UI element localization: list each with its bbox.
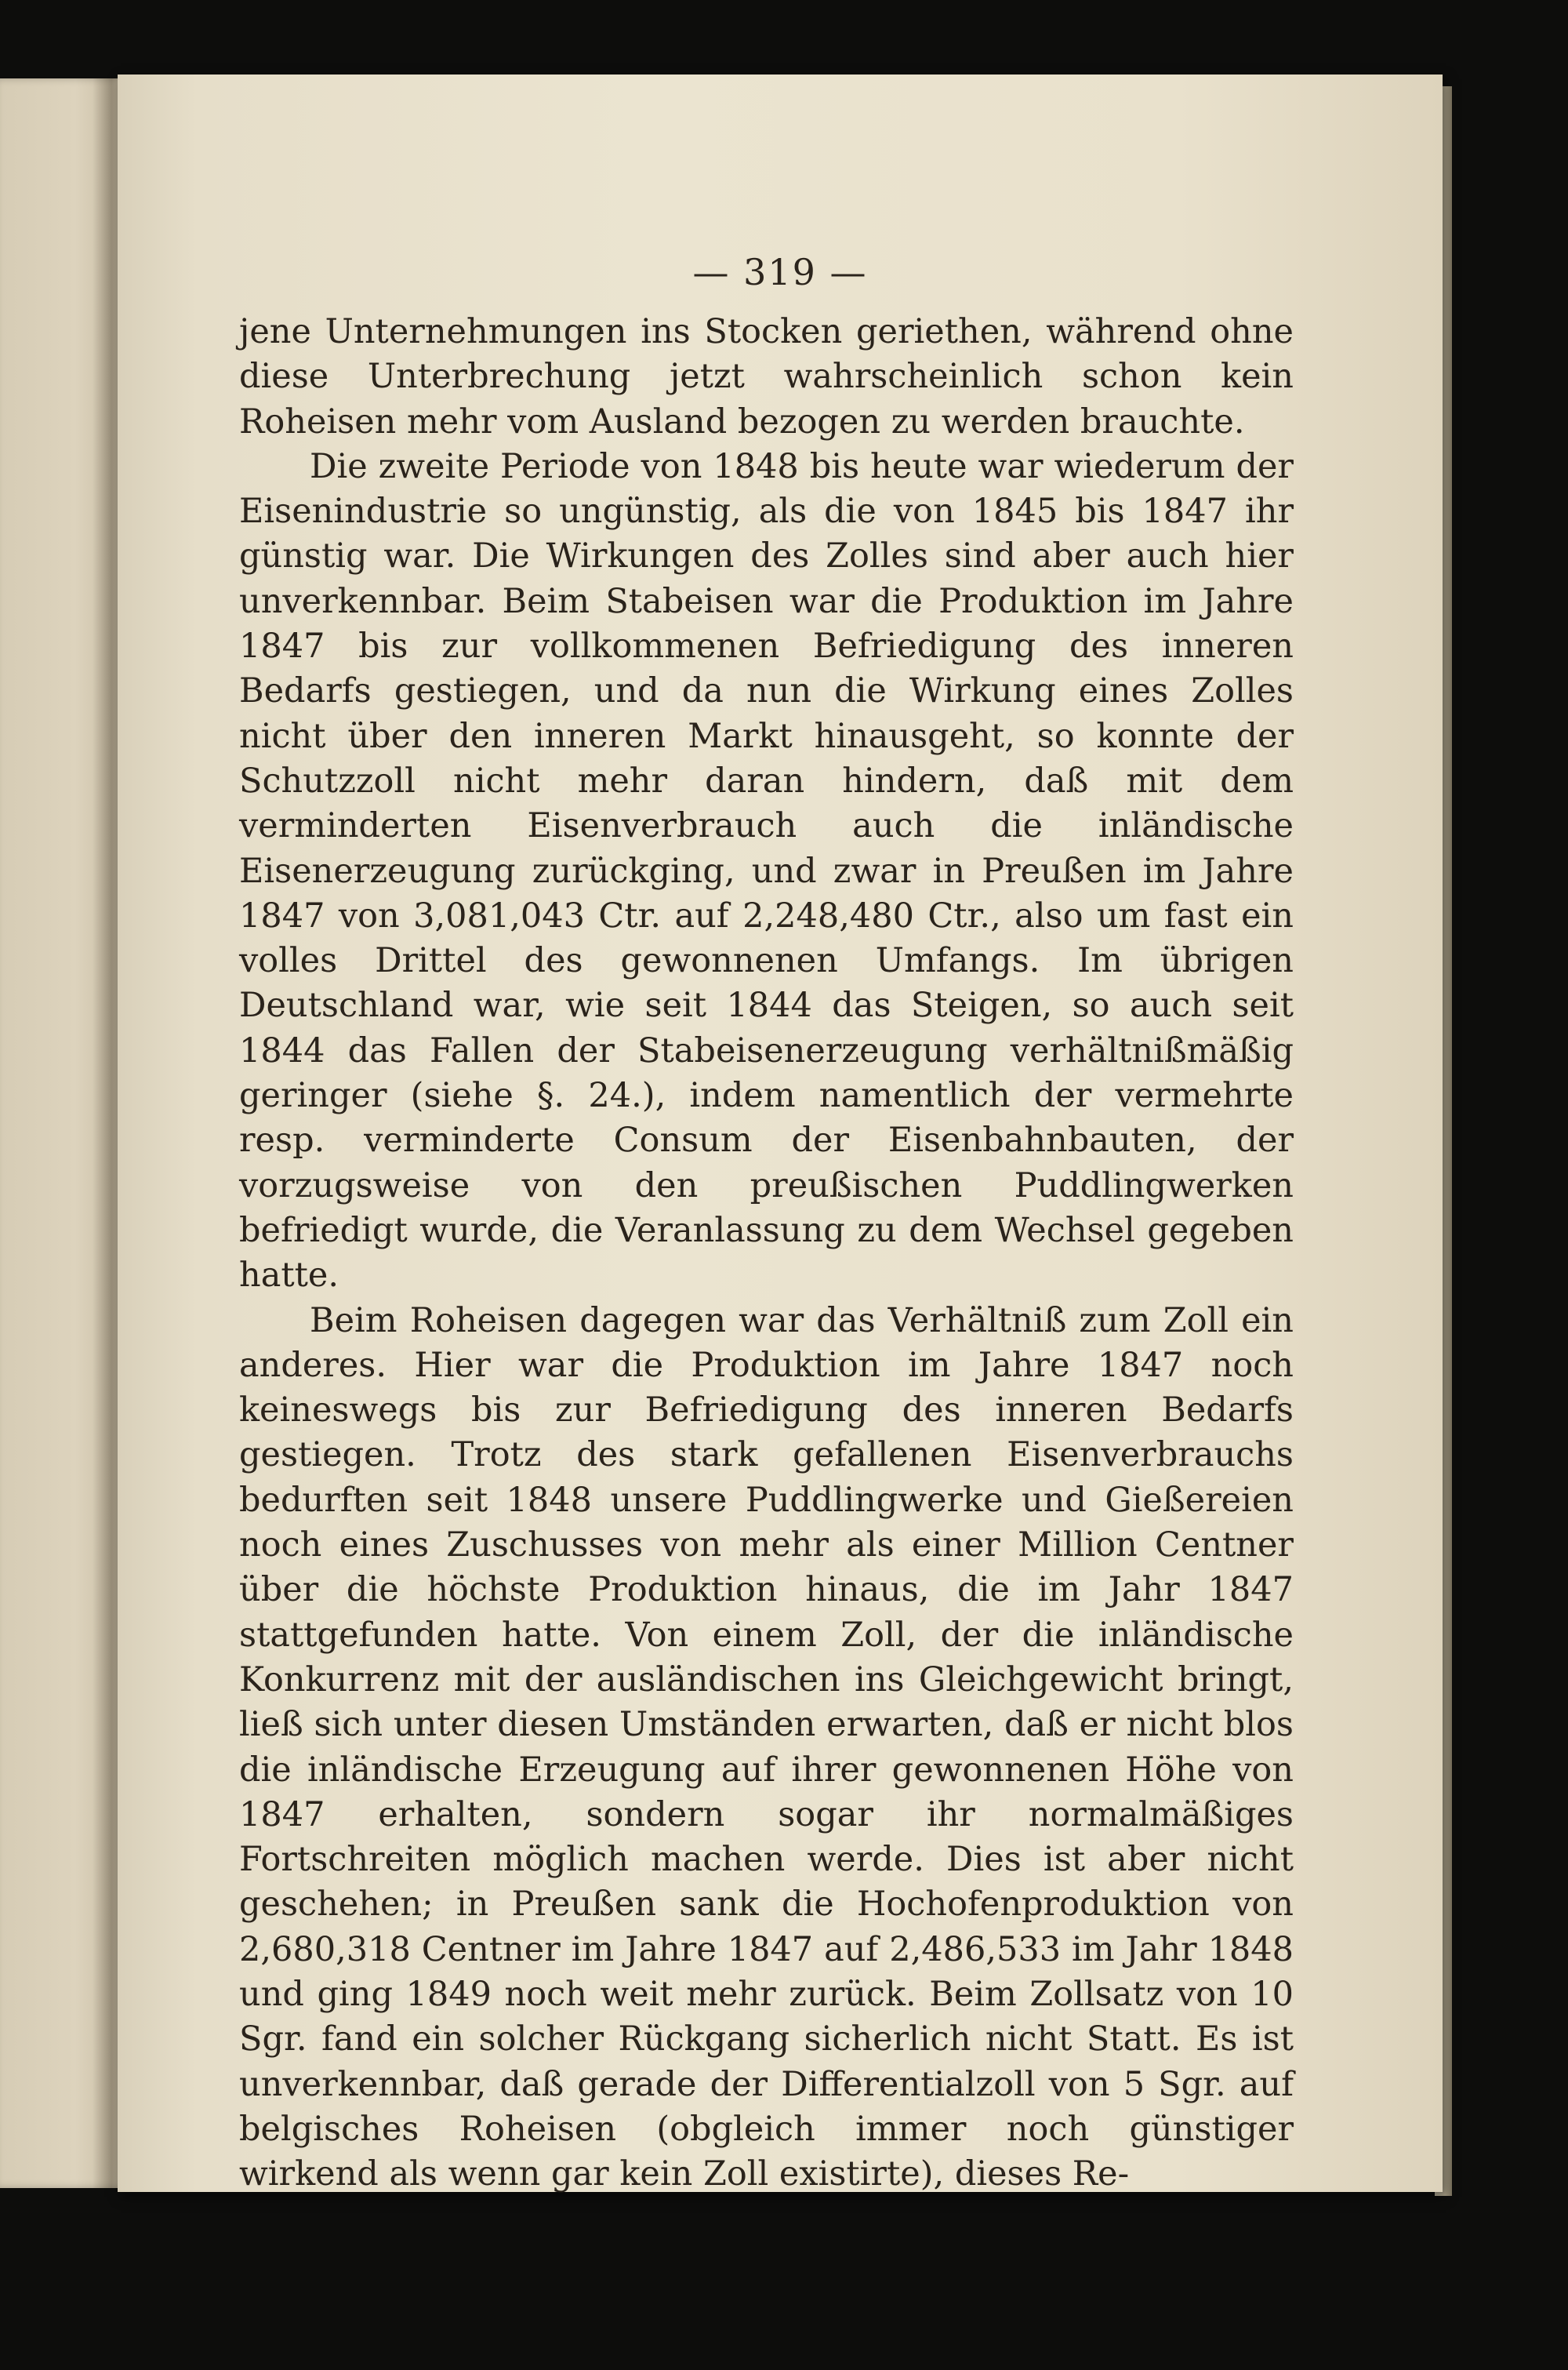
paragraph: Beim Roheisen dagegen war das Verhältniß zum Zoll ein anderes. Hier war die Produktion im Jahre 1847 noch keineswegs bis zur Befriedigung des inneren Bedarfs gestiegen. Trotz des stark gefallenen Eisenverbrauchs bedurften seit 1848 unsere Puddlingwerke und Gießereien noch eines Zuschusses von mehr als einer Million Centner über die höchste Produktion hinaus, die im Jahr 1847 stattgefunden hatte. Von einem Zoll, der die inländische Konkurrenz mit der ausländischen ins Gleichgewicht bringt, ließ sich unter diesen Umständen erwarten, daß er nicht blos die inländische Erzeugung auf ihrer gewonnenen Höhe von 1847 erhalten, sondern sogar ihr normalmäßiges Fortschreiten möglich machen werde. Dies ist aber nicht geschehen; in Preußen sank die Hochofenproduktion von 2,680,318 Centner im Jahre 1847 auf 2,486,533 im Jahr 1848 und ging 1849 noch weit mehr zurück. Beim Zollsatz von 10 Sgr. fand ein solcher Rückgang sicherlich nicht Statt. Es ist unverkennbar, daß gerade der Differentialzoll von 5 Sgr. auf belgisches Roheisen (obgleich immer noch günstiger wirkend als wenn gar kein Zoll existirte), dieses Re- [239,1300,1294,2194]
book-page [118,75,1443,2192]
body-text [239,310,1294,2197]
paragraph: Die zweite Periode von 1848 bis heute war wiederum der Eisenindustrie so ungünstig, als die von 1845 bis 1847 ihr günstig war. Die Wirkungen des Zolles sind aber auch hier unverkennbar. Beim Stabeisen war die Produktion im Jahre 1847 bis zur vollkommenen Befriedigung des inneren Bedarfs gestiegen, und da nun die Wirkung eines Zolles nicht über den inneren Markt hinausgeht, so konnte der Schutzzoll nicht mehr daran hindern, daß mit dem verminderten Eisenverbrauch auch die inländische Eisenerzeugung zurückging, und zwar in Preußen im Jahre 1847 von 3,081,043 Ctr. auf 2,248,480 Ctr., also um fast ein volles Drittel des gewonnenen Umfangs. Im übrigen Deutschland war, wie seit 1844 das Steigen, so auch seit 1844 das Fallen der Stabeisenerzeugung verhältnißmäßig geringer (siehe §. 24.), indem namentlich der vermehrte resp. verminderte Consum der Eisenbahnbauten, der vorzugsweise von den preußischen Puddlingwerken befriedigt wurde, die Veranlassung zu dem Wechsel gegeben hatte. [239,446,1294,1296]
paragraph: jene Unternehmungen ins Stocken geriethen, während ohne diese Unterbrechung jetzt wahrscheinlich schon kein Roheisen mehr vom Ausland bezogen zu werden brauchte. [239,312,1294,442]
page-number: — 319 — [692,251,868,293]
